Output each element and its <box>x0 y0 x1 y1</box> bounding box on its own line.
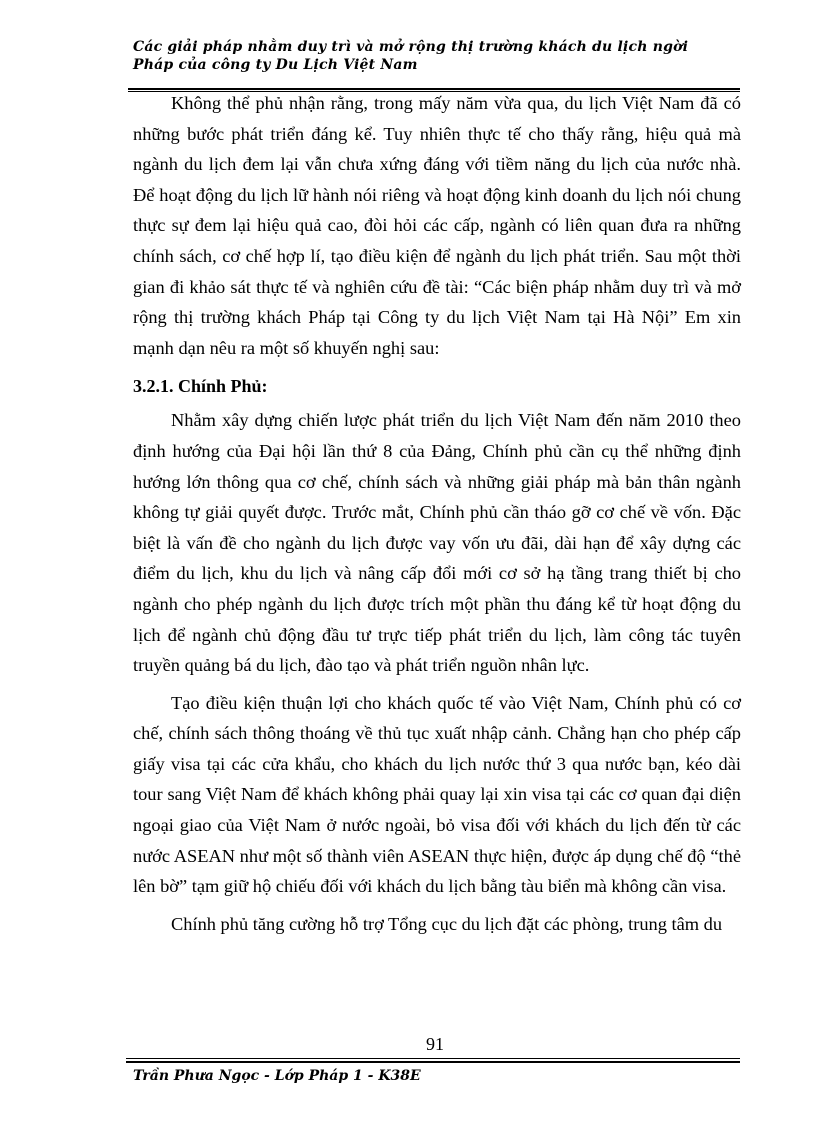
page-number: 91 <box>426 1034 444 1054</box>
document-body <box>133 88 741 939</box>
footer-rule <box>126 1058 740 1063</box>
body-paragraph-government: Nhằm xây dựng chiến lược phát triển du lịch Việt Nam đến năm 2010 theo định hướng của Đại hội lần thứ 8 của Đảng, Chính phủ cần cụ thể những định hướng lớn thông qua cơ chế, chính sách và những giải pháp mà bản thân ngành không tự giải quyết được. Trước mắt, Chính phủ cần tháo gỡ cơ chế về vốn. Đặc biệt là vấn đề cho ngành du lịch được vay vốn ưu đãi, dài hạn để xây dựng các điểm du lịch, khu du lịch và nâng cấp đổi mới cơ sở hạ tầng trang thiết bị cho ngành cho phép ngành du lịch được trích một phần thu đáng kể từ hoạt động du lịch để ngành chủ động đầu tư trực tiếp phát triển du lịch, làm công tác tuyên truyền quảng bá du lịch, đào tạo và phát triển nguồn nhân lực. <box>133 410 741 676</box>
section-heading: 3.2.1. Chính Phủ: <box>133 376 268 397</box>
body-paragraph-support: Chính phủ tăng cường hỗ trợ Tổng cục du lịch đặt các phòng, trung tâm du <box>171 913 723 934</box>
footer-author: Trần Phưa Ngọc - Lớp Pháp 1 - K38E <box>133 1068 421 1084</box>
body-paragraph-visa: Tạo điều kiện thuận lợi cho khách quốc tế vào Việt Nam, Chính phủ có cơ chế, chính sách thông thoáng về thủ tục xuất nhập cảnh. Chẳng hạn cho phép cấp giấy visa tại các cửa khẩu, cho khách du lịch nước thứ 3 qua nước bạn, kéo dài tour sang Việt Nam để khách không phải quay lại xin visa tại các cơ quan đại diện ngoại giao của Việt Nam ở nước ngoài, bỏ visa đối với khách du lịch đến từ các nước ASEAN như một số thành viên ASEAN thực hiện, được áp dụng chế độ “thẻ lên bờ” tạm giữ hộ chiếu đối với khách du lịch bằng tàu biển mà không cần visa. <box>133 692 741 897</box>
running-header-title: Các giải pháp nhằm duy trì và mở rộng thị trường khách du lịch ngời Pháp của công ty Du Lịch Việt Nam <box>133 39 689 73</box>
body-paragraph-intro: Không thể phủ nhận rằng, trong mấy năm vừa qua, du lịch Việt Nam đã có những bước phát triển đáng kể. Tuy nhiên thực tế cho thấy rằng, hiệu quả mà ngành du lịch đem lại vẫn chưa xứng đáng với tiềm năng du lịch của nước nhà. Để hoạt động du lịch lữ hành nói riêng và hoạt động kinh doanh du lịch nói chung thực sự đem lại hiệu quả cao, đòi hỏi các cấp, ngành có liên quan đưa ra những chính sách, cơ chế hợp lí, tạo điều kiện để ngành du lịch phát triển. Sau một thời gian đi khảo sát thực tế và nghiên cứu đề tài: “Các biện pháp nhằm duy trì và mở rộng thị trường khách Pháp tại Công ty du lịch Việt Nam tại Hà Nội” Em xin mạnh dạn nêu ra một số khuyến nghị sau: <box>133 93 741 358</box>
